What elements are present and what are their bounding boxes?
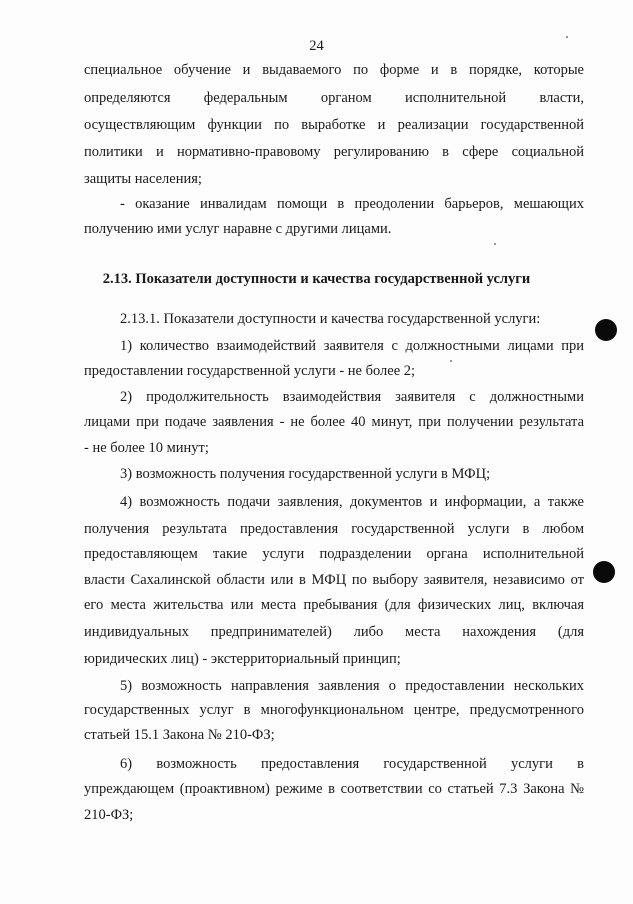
text-line: получению ими услуг наравне с другими лицами. [84, 221, 392, 237]
scan-speck [494, 243, 496, 245]
text-line: лицами при подаче заявления - не более 40 минут, при получении результата [84, 414, 584, 430]
text-line: - не более 10 минут; [84, 440, 209, 456]
text-line: осуществляющим функции по выработке и реализации государственной [84, 117, 584, 133]
text-line: предоставлении государственной услуги - не более 2; [84, 363, 416, 379]
text-line: 5) возможность направления заявления о предоставлении нескольких [120, 678, 584, 694]
text-line: политики и нормативно-правовому регулированию в сфере социальной [84, 144, 584, 160]
punch-hole-mark [593, 561, 615, 583]
text-line: - оказание инвалидам помощи в преодолении барьеров, мешающих [120, 196, 584, 212]
text-line: государственных услуг в многофункциональном центре, предусмотренного [84, 702, 584, 718]
text-line: защиты населения; [84, 171, 202, 187]
text-line: определяются федеральным органом исполнительной власти, [84, 90, 584, 106]
section-heading: 2.13. Показатели доступности и качества государственной услуги [102, 271, 531, 287]
punch-hole-mark [595, 319, 617, 341]
text-line: власти Сахалинской области или в МФЦ по выбору заявителя, независимо от [84, 572, 584, 588]
text-line: 6) возможность предоставления государственной услуги в [120, 756, 584, 772]
text-line: 4) возможность подачи заявления, документов и информации, а также [120, 494, 584, 510]
text-line: предоставляющем такие услуги подразделении органа исполнительной [84, 546, 584, 562]
scan-speck [450, 360, 452, 362]
text-line: статьей 15.1 Закона № 210-ФЗ; [84, 727, 275, 743]
text-line: 2.13.1. Показатели доступности и качества государственной услуги: [120, 311, 541, 327]
page-number: 24 [309, 38, 324, 54]
text-line: 3) возможность получения государственной услуги в МФЦ; [120, 466, 491, 482]
scan-speck [566, 36, 568, 38]
text-line: юридических лиц) - экстерриториальный принцип; [84, 651, 401, 667]
text-line: упреждающем (проактивном) режиме в соответствии со статьей 7.3 Закона № [84, 781, 584, 797]
text-line: индивидуальных предпринимателей) либо места нахождения (для [84, 624, 584, 640]
text-line: получения результата предоставления государственной услуги в любом [84, 521, 584, 537]
text-line: его места жительства или места пребывания (для физических лиц, включая [84, 597, 584, 613]
text-line: 1) количество взаимодействий заявителя с должностными лицами при [120, 338, 584, 354]
text-line: специальное обучение и выдаваемого по форме и в порядке, которые [84, 62, 584, 78]
text-line: 210-ФЗ; [84, 807, 134, 823]
text-line: 2) продолжительность взаимодействия заявителя с должностными [120, 389, 584, 405]
